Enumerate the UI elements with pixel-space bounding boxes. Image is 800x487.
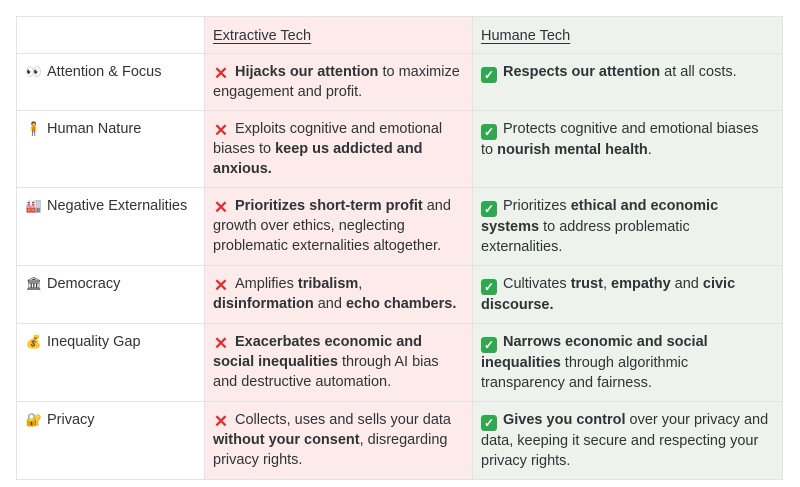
row-label: Democracy xyxy=(47,276,121,292)
row-label: Negative Externalities xyxy=(47,198,188,214)
check-mark-icon: ✓ xyxy=(481,415,497,431)
table-row xyxy=(17,402,783,480)
humane-text-segment: to address problematic externalities. xyxy=(481,219,690,255)
header-humane: Humane Tech xyxy=(481,28,571,44)
extractive-cell xyxy=(205,111,473,188)
humane-cell xyxy=(473,111,783,188)
row-label-cell xyxy=(17,402,205,480)
extractive-text-segment: Collects, uses and sells your data xyxy=(235,412,451,428)
humane-text-segment: Cultivates xyxy=(503,276,571,292)
header-empty-cell xyxy=(17,17,205,54)
extractive-text-segment: keep us addicted and anxious. xyxy=(213,141,423,177)
cross-mark-icon: ✕ xyxy=(213,276,229,295)
humane-text-segment: empathy xyxy=(611,276,671,292)
row-label: Privacy xyxy=(47,412,95,428)
humane-cell xyxy=(473,188,783,266)
humane-cell xyxy=(473,54,783,111)
lock-with-key-icon: 🔐 xyxy=(25,412,43,427)
header-humane-cell xyxy=(473,17,783,54)
table-row xyxy=(17,266,783,324)
cross-mark-icon: ✕ xyxy=(213,334,229,353)
comparison-table xyxy=(16,16,783,480)
header-extractive-cell xyxy=(205,17,473,54)
humane-text-segment: trust xyxy=(570,276,603,292)
extractive-text-segment: and xyxy=(313,296,346,312)
extractive-text-segment: disinformation xyxy=(213,296,314,312)
extractive-text-segment: Amplifies xyxy=(235,276,298,292)
money-bag-icon: 💰 xyxy=(25,334,43,349)
check-mark-icon: ✓ xyxy=(481,337,497,353)
humane-text-segment: at all costs. xyxy=(660,64,737,80)
humane-text-segment: Protects cognitive and emotional biases to xyxy=(481,121,759,158)
cross-mark-icon: ✕ xyxy=(213,198,229,217)
humane-text-segment: nourish mental health xyxy=(497,142,648,158)
row-label-cell xyxy=(17,188,205,266)
row-label-cell xyxy=(17,266,205,324)
check-mark-icon: ✓ xyxy=(481,201,497,217)
humane-text-segment: . xyxy=(647,142,652,158)
extractive-text-segment: echo chambers. xyxy=(345,296,457,312)
extractive-cell xyxy=(205,266,473,324)
humane-text-segment: Prioritizes xyxy=(503,198,571,214)
extractive-text-segment: tribalism xyxy=(297,276,359,292)
humane-text-segment: ethical and economic systems xyxy=(481,198,719,235)
humane-text-segment: over your privacy and data, keeping it secure and respecting your privacy rights. xyxy=(481,412,769,469)
table-row xyxy=(17,188,783,266)
humane-text-segment: , xyxy=(602,276,611,292)
table-row xyxy=(17,111,783,188)
humane-text-segment: Narrows economic and social inequalities xyxy=(481,334,708,371)
extractive-text-segment: , xyxy=(358,276,363,292)
row-label-cell xyxy=(17,111,205,188)
cross-mark-icon: ✕ xyxy=(213,64,229,83)
extractive-text-segment: , disregarding privacy rights. xyxy=(213,432,448,468)
extractive-cell xyxy=(205,188,473,266)
row-label: Human Nature xyxy=(47,121,142,137)
factory-icon: 🏭 xyxy=(25,198,43,213)
humane-cell xyxy=(473,402,783,480)
table-row xyxy=(17,54,783,111)
check-mark-icon: ✓ xyxy=(481,279,497,295)
humane-cell xyxy=(473,324,783,402)
row-label-cell xyxy=(17,324,205,402)
row-label-cell xyxy=(17,54,205,111)
eyes-icon: 👀 xyxy=(25,64,43,79)
extractive-text-segment: without your consent xyxy=(213,432,360,448)
cross-mark-icon: ✕ xyxy=(213,412,229,431)
extractive-text-segment: Prioritizes short-term profit xyxy=(235,198,423,214)
extractive-text-segment: Exacerbates economic and social inequalities xyxy=(213,334,422,370)
extractive-text-segment: Exploits cognitive and emotional biases to xyxy=(213,121,443,157)
cross-mark-icon: ✕ xyxy=(213,121,229,140)
classical-building-icon: 🏛 xyxy=(25,276,43,291)
humane-cell xyxy=(473,266,783,324)
extractive-text-segment: through AI bias and destructive automation. xyxy=(213,354,439,390)
extractive-text-segment: and growth over ethics, neglecting problematic externalities altogether. xyxy=(213,198,451,254)
header-row xyxy=(17,17,783,54)
humane-text-segment: Respects our attention xyxy=(503,64,661,80)
extractive-cell xyxy=(205,54,473,111)
extractive-cell xyxy=(205,324,473,402)
table-row xyxy=(17,324,783,402)
header-extractive: Extractive Tech xyxy=(213,28,312,44)
check-mark-icon: ✓ xyxy=(481,124,497,140)
humane-text-segment: and xyxy=(670,276,703,292)
row-label: Attention & Focus xyxy=(47,64,162,80)
person-icon: 🧍 xyxy=(25,121,43,136)
extractive-text-segment: Hijacks our attention xyxy=(235,64,379,80)
humane-text-segment: civic discourse. xyxy=(481,276,736,313)
extractive-cell xyxy=(205,402,473,480)
extractive-text-segment: to maximize engagement and profit. xyxy=(213,64,460,100)
row-label: Inequality Gap xyxy=(47,334,141,350)
humane-text-segment: through algorithmic transparency and fairness. xyxy=(481,355,689,391)
humane-text-segment: Gives you control xyxy=(503,412,626,428)
check-mark-icon: ✓ xyxy=(481,67,497,83)
